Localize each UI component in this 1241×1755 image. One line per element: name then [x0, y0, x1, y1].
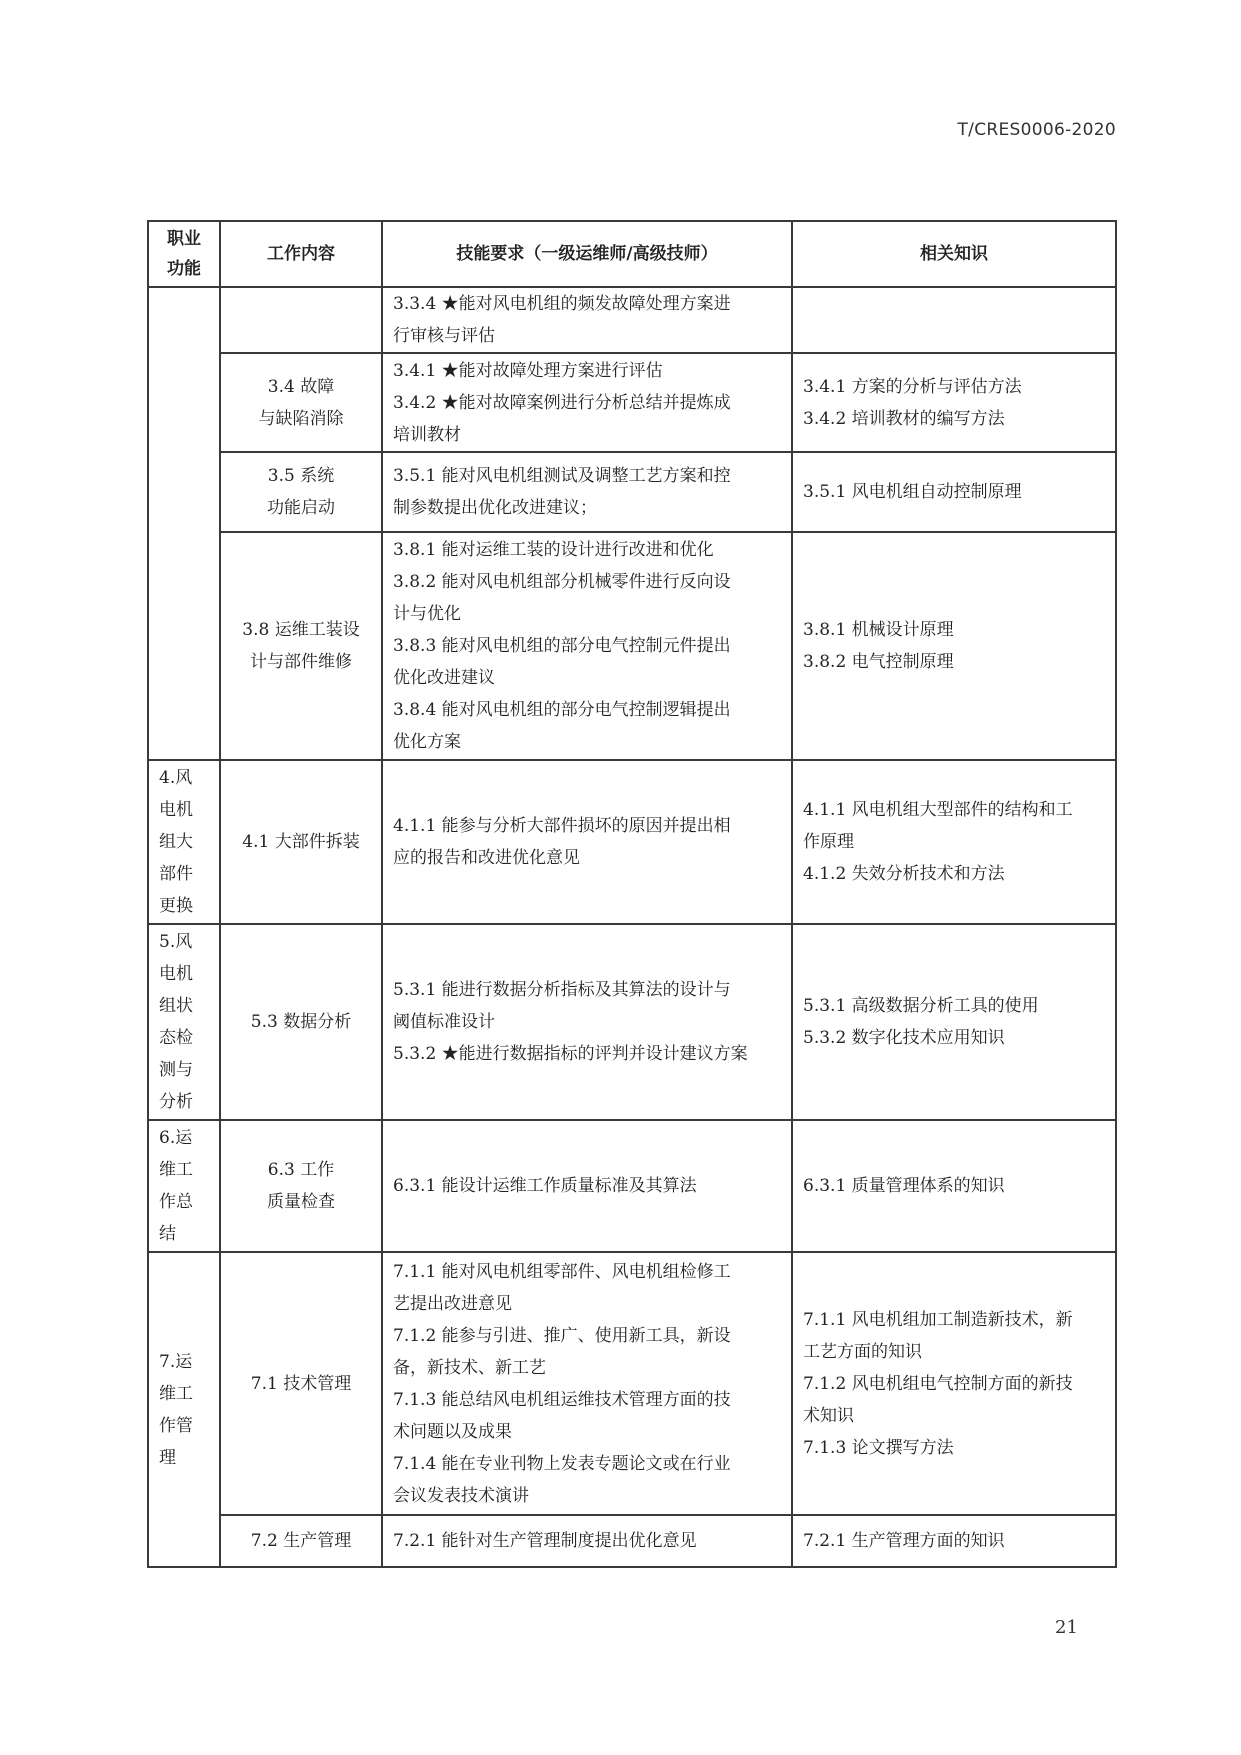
function-cell: 5.风 电机 组状 态检 测与 分析 [148, 924, 220, 1120]
knowledge-cell: 5.3.1 高级数据分析工具的使用 5.3.2 数字化技术应用知识 [792, 924, 1116, 1120]
function-cell [148, 287, 220, 760]
skill-cell: 4.1.1 能参与分析大部件损坏的原因并提出相 应的报告和改进优化意见 [382, 760, 792, 924]
table-row [148, 1120, 1116, 1252]
work-cell: 3.5 系统 功能启动 [220, 452, 382, 532]
skill-cell: 3.5.1 能对风电机组测试及调整工艺方案和控 制参数提出优化改进建议； [382, 452, 792, 532]
knowledge-cell: 3.8.1 机械设计原理 3.8.2 电气控制原理 [792, 532, 1116, 760]
table-row [148, 1252, 1116, 1515]
table-row [148, 924, 1116, 1120]
skill-cell: 3.4.1 ★能对故障处理方案进行评估 3.4.2 ★能对故障案例进行分析总结并提炼成 培训教材 [382, 353, 792, 452]
function-cell: 6.运 维工 作总 结 [148, 1120, 220, 1252]
table-row [148, 760, 1116, 924]
work-cell [220, 287, 382, 353]
knowledge-cell: 7.1.1 风电机组加工制造新技术，新 工艺方面的知识 7.1.2 风电机组电气控制方面的新技 术知识 7.1.3 论文撰写方法 [792, 1252, 1116, 1515]
work-cell: 7.1 技术管理 [220, 1252, 382, 1515]
knowledge-cell: 3.4.1 方案的分析与评估方法 3.4.2 培训教材的编写方法 [792, 353, 1116, 452]
work-cell: 3.8 运维工装设 计与部件维修 [220, 532, 382, 760]
skill-cell: 3.8.1 能对运维工装的设计进行改进和优化 3.8.2 能对风电机组部分机械零件进行反向设 计与优化 3.8.3 能对风电机组的部分电气控制元件提出 优化改进建议 3.8.4 能对风电机组的部分电气控制逻辑提出 优化方案 [382, 532, 792, 760]
knowledge-cell: 6.3.1 质量管理体系的知识 [792, 1120, 1116, 1252]
work-cell: 3.4 故障 与缺陷消除 [220, 353, 382, 452]
work-cell: 6.3 工作 质量检查 [220, 1120, 382, 1252]
function-cell: 7.运 维工 作管 理 [148, 1252, 220, 1567]
page-number: 21 [1055, 1617, 1078, 1638]
function-cell: 4.风 电机 组大 部件 更换 [148, 760, 220, 924]
table-row [148, 532, 1116, 760]
skill-cell: 7.1.1 能对风电机组零部件、风电机组检修工 艺提出改进意见 7.1.2 能参与引进、推广、使用新工具，新设 备，新技术、新工艺 7.1.3 能总结风电机组运维技术管理方面的技 术问题以及成果 7.1.4 能在专业刊物上发表专题论文或在行业 会议发表技术演讲 [382, 1252, 792, 1515]
table-row [148, 353, 1116, 452]
skill-cell: 3.3.4 ★能对风电机组的频发故障处理方案进 行审核与评估 [382, 287, 792, 353]
work-cell: 5.3 数据分析 [220, 924, 382, 1120]
skill-cell: 7.2.1 能针对生产管理制度提出优化意见 [382, 1515, 792, 1567]
skill-cell: 5.3.1 能进行数据分析指标及其算法的设计与 阈值标准设计 5.3.2 ★能进行数据指标的评判并设计建议方案 [382, 924, 792, 1120]
work-cell: 4.1 大部件拆装 [220, 760, 382, 924]
header-knowledge: 相关知识 [792, 221, 1116, 287]
knowledge-cell: 7.2.1 生产管理方面的知识 [792, 1515, 1116, 1567]
table-row [148, 452, 1116, 532]
header-skill: 技能要求（一级运维师/高级技师） [382, 221, 792, 287]
work-cell: 7.2 生产管理 [220, 1515, 382, 1567]
skills-table [147, 220, 1117, 1568]
header-function: 职业 功能 [148, 221, 220, 287]
table-row [148, 287, 1116, 353]
skill-cell: 6.3.1 能设计运维工作质量标准及其算法 [382, 1120, 792, 1252]
header-work: 工作内容 [220, 221, 382, 287]
table-row [148, 1515, 1116, 1567]
knowledge-cell: 3.5.1 风电机组自动控制原理 [792, 452, 1116, 532]
table-header-row [148, 221, 1116, 287]
knowledge-cell [792, 287, 1116, 353]
document-code: T/CRES0006-2020 [957, 120, 1116, 140]
knowledge-cell: 4.1.1 风电机组大型部件的结构和工 作原理 4.1.2 失效分析技术和方法 [792, 760, 1116, 924]
